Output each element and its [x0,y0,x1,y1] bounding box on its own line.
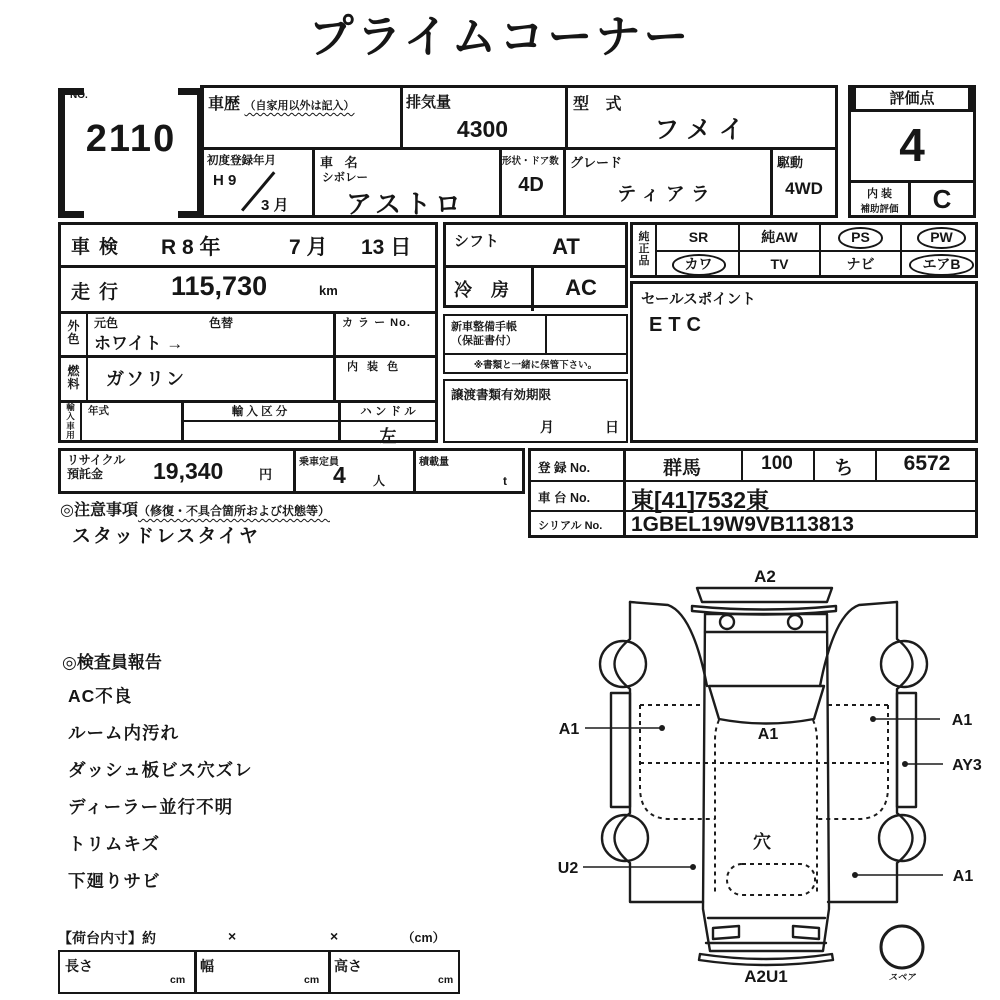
recycle-label-line1: リサイクル [67,453,126,467]
option-label: 純AW [761,229,798,245]
option-label: エアB [909,254,973,276]
option-label: PS [838,227,883,249]
cargo-times-2: × [330,928,339,944]
cargo-unit-note: （cm） [402,931,446,945]
option-aw [740,225,819,251]
genuine-options-grid [630,222,978,278]
option-label: カワ [672,254,726,276]
diagram-label-right-rocker: AY3 [952,757,982,774]
cargo-title: 【荷台内寸】約 [58,930,156,946]
fuel-label: 燃料 [67,363,80,391]
reg-no-label: 登 録 No. [538,461,591,475]
body-outline [703,614,829,951]
color-no-label: カ ラ ー No. [342,317,411,329]
first-reg-year: H 9 [213,172,237,189]
wheel-rear-left [602,815,648,861]
wheel-rear-right [879,815,925,861]
inspector-item: AC不良 [68,686,133,706]
load-unit: t [503,474,507,488]
maintenance-book-box [443,314,628,374]
maintenance-book-line1: 新車整備手帳 [451,321,517,333]
inspection-table [58,222,438,446]
diagram-label-hole: 穴 [753,832,771,852]
serial-value: 1GBEL19W9VB113813 [631,513,854,536]
divider [203,147,835,150]
displacement-value: 4300 [456,116,509,142]
ext-color-label: 外色 [67,319,80,346]
option-label: SR [688,229,709,245]
caution-title: ◎注意事項 [60,502,138,519]
mileage-label: 走行 [71,282,128,303]
fuel-value: ガソリン [106,369,186,389]
maintenance-book-line2: （保証書付） [451,335,517,348]
model-code-label: 型 式 [573,96,628,113]
drive-label: 駆動 [777,155,804,170]
body-doors-label: 形状・ドア数 [502,156,559,167]
taillight-right [793,926,819,939]
dot [902,761,908,767]
recycle-label [67,454,125,482]
model-code-value: フメイ [654,116,752,144]
shaken-day: 13 日 [361,236,412,259]
load-label: 積載量 [419,457,449,468]
interior-rating-row [851,180,973,215]
option-label: ナビ [846,256,875,272]
interior-label-line2: 補助評価 [860,204,899,215]
drive-value: 4WD [785,179,823,198]
score-label: 評価点 [851,88,973,112]
dot [690,864,696,870]
import-label-cell [61,400,82,443]
lot-no-value: 2110 [85,118,177,160]
maintenance-note: ※書類と一緒に保管下さい。 [473,360,598,371]
chassis-value: 東[41]7532東 [631,487,770,513]
import-label: 輸入車用 [66,402,75,440]
capacity-label: 乗車定員 [299,457,339,468]
chassis-label: 車 台 No. [538,491,591,505]
color-value: ホワイト → [94,334,184,353]
car-maker: シボレー [322,172,368,184]
history-note: （自家用以外は記入） [244,100,355,112]
shift-aircon-box [443,222,628,308]
cargo-width-label: 幅 [200,958,214,974]
diagram-label-spare: スペア [888,972,916,982]
rear-bumper-shape [699,954,833,965]
option-pw [902,225,981,251]
option-tv [740,252,819,278]
history-label: 車歴 [208,96,241,113]
fuel-label-cell [61,355,88,400]
grade-value: ティアラ [617,184,716,205]
diagram-label-right-rear: A1 [952,868,974,885]
reg-kana: ち [834,458,854,479]
transfer-month-label: 月 [540,419,554,435]
cargo-times-1: × [228,928,237,944]
dashed-door-left [715,720,719,895]
genuine-label: 純正品 [638,231,650,267]
dot [852,872,858,878]
cargo-length-label: 長さ [65,958,93,974]
interior-label-line1: 内 装 [866,188,893,200]
serial-label: シリアル No. [538,520,603,532]
recycle-unit: 円 [259,467,273,482]
shaken-year: R 8 年 [161,236,221,259]
inspector-item: ダッシュ板ビス穴ズレ [68,760,253,780]
year-type-label: 年式 [88,405,109,417]
option-ps [821,225,900,251]
mileage-value: 115,730 [171,271,268,301]
left-side-edge [615,602,704,902]
interior-rating-label [851,183,911,215]
interior-color-label: 内 装 色 [347,361,402,373]
shift-value: AT [552,234,580,259]
cargo-height-label: 高さ [334,958,362,974]
diagram-label-hood: A1 [757,726,779,743]
mileage-unit: km [319,283,338,298]
caution-item: スタッドレスタイヤ [72,526,261,547]
orig-color-label: 元色 [94,316,119,330]
inspector-item: ルーム内汚れ [68,723,179,743]
maintenance-book-label [451,320,517,349]
interior-rating-value: C [932,184,952,214]
sales-point-label: セールスポイント [641,292,756,308]
header-table [200,85,838,218]
capacity-value: 4 [333,462,346,488]
import-class-label: 輸 入 区 分 [231,406,288,418]
option-label: TV [770,256,789,272]
damage-diagram [555,562,1000,1000]
right-rocker-rail [897,693,916,807]
front-bumper-shape [697,588,832,602]
sales-point-box [630,281,978,443]
reg-class: 100 [761,453,793,474]
recycle-label-line2: 預託金 [67,466,104,481]
shaken-month: 7 月 [289,236,328,259]
sales-point-value: ETC [649,314,707,336]
spare-tire [881,926,923,968]
diagram-label-left-rear: U2 [557,860,579,877]
dot [659,725,665,731]
dot [870,716,876,722]
recycle-box [58,448,525,494]
headlight-right [788,615,802,629]
handle-value: 左 [379,427,397,446]
option-airbag [902,252,981,278]
aircon-label: 冷 房 [454,280,517,300]
ext-color-label-cell [61,311,88,355]
car-name-value: アストロ [346,189,465,219]
displacement-label: 排気量 [406,94,452,111]
inspector-report-title: ◎検査員報告 [62,653,162,672]
transfer-day-label: 日 [605,419,619,435]
diagram-label-left-front: A1 [558,721,580,738]
diagram-label-rear-bumper: A2U1 [744,967,788,986]
capacity-unit: 人 [373,474,386,488]
page-title: プライムコーナー [308,11,692,62]
reg-number: 6572 [903,452,951,475]
taillight-left [713,926,739,939]
registration-table [528,448,978,538]
aircon-value: AC [565,275,597,300]
cargo-height-unit: cm [438,974,454,986]
color-change-label: 色替 [209,316,234,330]
recycle-value: 19,340 [153,458,224,484]
inspector-item: トリムキズ [68,834,161,854]
score-value: 4 [899,119,925,171]
reg-region: 群馬 [662,458,701,479]
handle-label: ハ ン ド ル [360,406,416,418]
history-cell [208,91,354,114]
diagram-label-right-front: A1 [951,712,973,729]
body-doors-value: 4D [518,174,544,196]
cargo-length-unit: cm [170,974,186,986]
transfer-doc-label: 譲渡書類有効期限 [451,388,552,402]
shaken-label: 車検 [71,237,128,258]
dashed-rear-window [727,864,815,895]
grade-label: グレード [570,155,623,170]
first-reg-label: 初度登録年月 [207,155,276,167]
transfer-doc-box [443,379,628,443]
option-kawa [659,252,738,278]
windshield [709,686,824,724]
wheel-front-left [600,641,646,687]
right-side-edge [828,602,913,902]
shift-label: シフト [454,233,500,250]
inspector-item: 下廻りサビ [68,871,161,891]
cargo-table [58,950,460,994]
wheel-front-right [881,641,927,687]
cargo-width-unit: cm [304,974,320,986]
left-rocker-rail [611,693,630,807]
rating-box [848,85,976,218]
option-sr [659,225,738,251]
option-label: PW [917,227,966,249]
option-navi [821,252,900,278]
left-side-top [630,602,707,686]
right-side-top [820,602,897,686]
car-name-label: 車 名 [320,155,362,170]
inspector-item: ディーラー並行不明 [68,797,234,817]
dashed-door-right [813,720,817,895]
diagram-label-front-bumper: A2 [754,567,776,586]
genuine-label-cell [633,225,657,275]
first-reg-month: 3 月 [261,197,289,214]
caution-title-note: （修復・不具合箇所および状態等） [137,504,330,518]
lot-no-label: NO. [70,90,88,101]
caution-title-row [60,497,330,520]
headlight-left [720,615,734,629]
